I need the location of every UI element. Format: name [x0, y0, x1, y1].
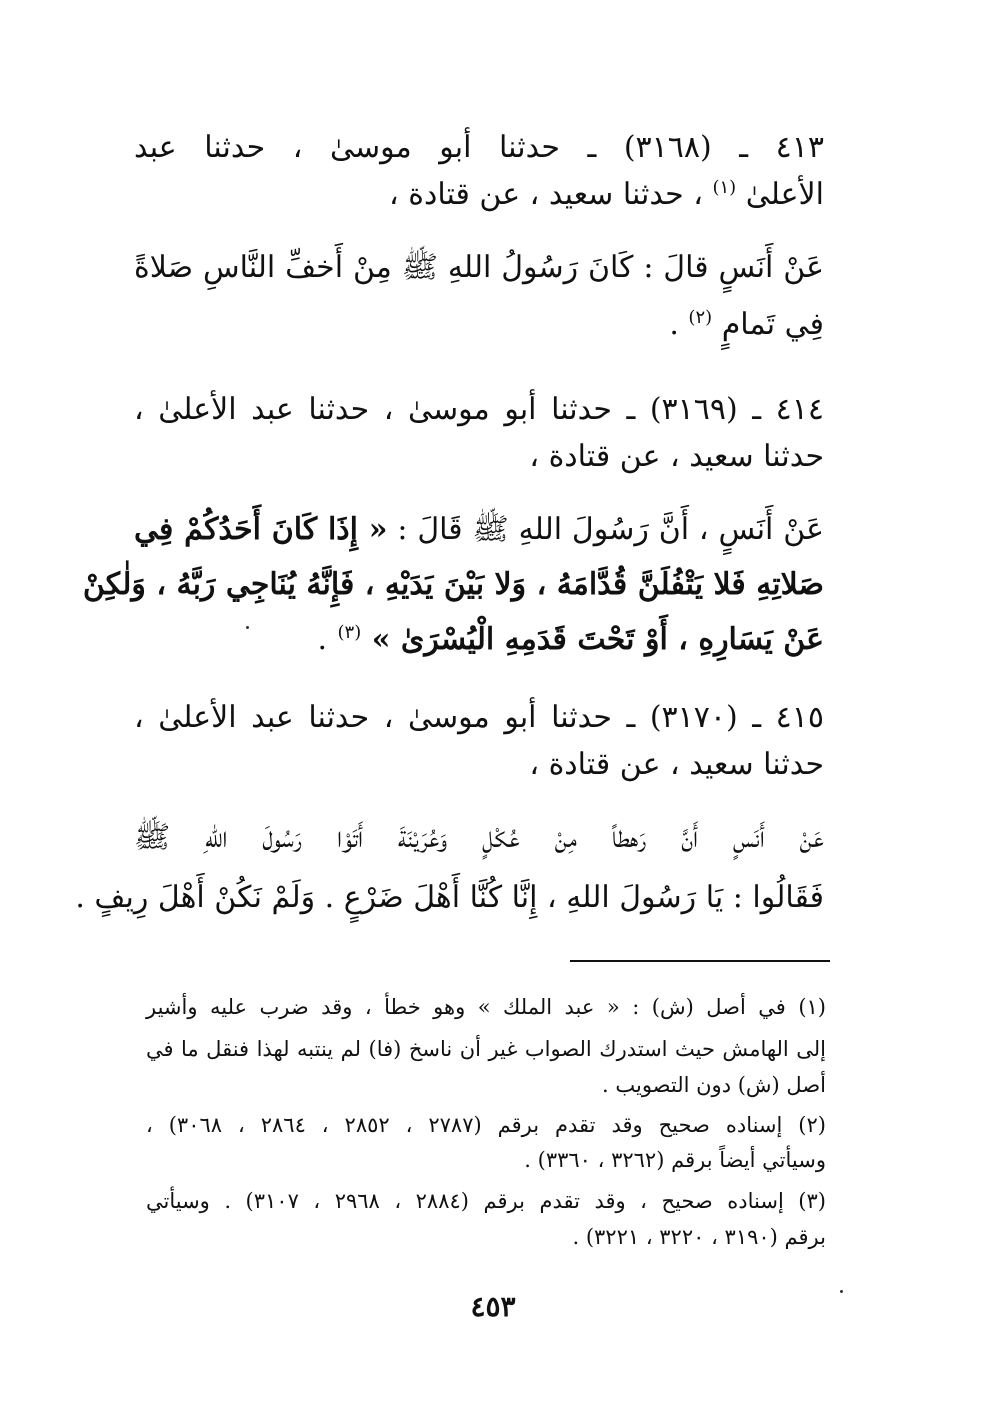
hadith-413-matn-line2-text: فِي تَمامٍ	[721, 307, 824, 342]
scan-speck	[246, 626, 249, 629]
hadith-413-matn-line2	[134, 305, 824, 345]
footnote-1-line3: أصل (ش) دون التصويب .	[602, 1073, 826, 1097]
footnote-ref-2: (٢)	[688, 307, 713, 328]
hadith-414-matn-line2: صَلاتِهِ فَلا يَتْفُلَنَّ قُدَّامَهُ ، وَلا بَيْنَ يَدَيْهِ ، فَإِنَّهُ يُنَاجِي رَبَّهُ ، وَلٰكِنْ	[82, 567, 824, 602]
hadith-413-matn-line1: عَنْ أَنَسٍ قالَ : كَانَ رَسُولُ اللهِ ﷺ مِنْ أَخفِّ النَّاسِ صَلاةً	[134, 250, 824, 285]
hadith-414-matn-line3-text: عَنْ يَسَارِهِ ، أَوْ تَحْتَ قَدَمِهِ الْيُسْرَىٰ »	[371, 622, 824, 657]
footnote-2-line1: (٢) إسناده صحيح وقد تقدم برقم (٢٧٨٧ ، ٢٨٥٢ ، ٢٨٦٤ ، ٣٠٦٨) ،	[146, 1113, 826, 1137]
hadith-414-isnad-line2: حدثنا سعيد ، عن قتادة ،	[529, 439, 824, 474]
footnote-3-line1: (٣) إسناده صحيح ، وقد تقدم برقم (٢٨٨٤ ، ٢٩٦٨ ، ٣١٠٧) . وسيأتي	[146, 1189, 826, 1213]
footnote-separator	[570, 960, 830, 962]
hadith-415-isnad-line1: ٤١٥ ـ (٣١٧٠) ـ حدثنا أبو موسىٰ ، حدثنا عبد الأعلىٰ ،	[134, 700, 824, 735]
hadith-413-isnad-line1: ٤١٣ ـ (٣١٦٨) ـ حدثنا أبو موسىٰ ، حدثنا عبد	[134, 130, 824, 165]
hadith-415-isnad-line2: حدثنا سعيد ، عن قتادة ،	[529, 747, 824, 782]
scan-speck	[840, 1290, 843, 1293]
hadith-413-matn-line2-end: .	[669, 307, 679, 342]
hadith-413-isnad-line2-start: الأعلىٰ	[745, 177, 824, 212]
footnote-1-line2: إلى الهامش حيث استدرك الصواب غير أن ناسخ (فا) لم ينتبه لهذا فنقل ما في	[146, 1037, 826, 1061]
hadith-414-matn-line1-quote: « إِذَا كَانَ أَحَدُكُمْ فِي	[134, 512, 388, 547]
footnote-1-line1: (١) في أصل (ش) : « عبد الملك » وهو خطأ ، وقد ضرب عليه وأشير	[146, 995, 826, 1019]
hadith-414-matn-line3	[134, 620, 824, 660]
footnote-2-line2: وسيأتي أيضاً برقم (٣٢٦٢ ، ٣٣٦٠) .	[524, 1148, 826, 1172]
hadith-415-matn-line2: فَقَالُوا : يَا رَسُولَ اللهِ ، إِنَّا كُنَّا أَهْلَ ضَرْعٍ . وَلَمْ نَكُنْ أَهْلَ رِيفٍ .	[75, 880, 824, 915]
footnote-ref-3: (٣)	[337, 622, 362, 643]
hadith-414-isnad-line1: ٤١٤ ـ (٣١٦٩) ـ حدثنا أبو موسىٰ ، حدثنا عبد الأعلىٰ ،	[134, 392, 824, 427]
hadith-414-matn-line3-end: .	[317, 622, 328, 657]
hadith-413-isnad-line2-rest: ، حدثنا سعيد ، عن قتادة ،	[389, 177, 703, 212]
hadith-413-isnad-line2	[134, 175, 824, 215]
hadith-414-matn-line1	[134, 510, 824, 550]
footnote-ref-1: (١)	[712, 177, 737, 198]
page-number: ٤٥٣	[470, 1290, 516, 1323]
hadith-414-matn-line1-intro: عَنْ أَنَسٍ ، أَنَّ رَسُولَ اللهِ ﷺ قَالَ :	[397, 512, 824, 547]
footnote-3-line2: برقم (٣١٩٠ ، ٣٢٢٠ ، ٣٢٢١) .	[572, 1225, 826, 1249]
hadith-415-matn-line1: عَنْ أَنَسٍ أَنَّ رَهطاً مِنْ عُكْلٍ وَعُرَيْنَةَ أَتَوْا رَسُولَ اللهِ ﷺ	[134, 820, 824, 855]
